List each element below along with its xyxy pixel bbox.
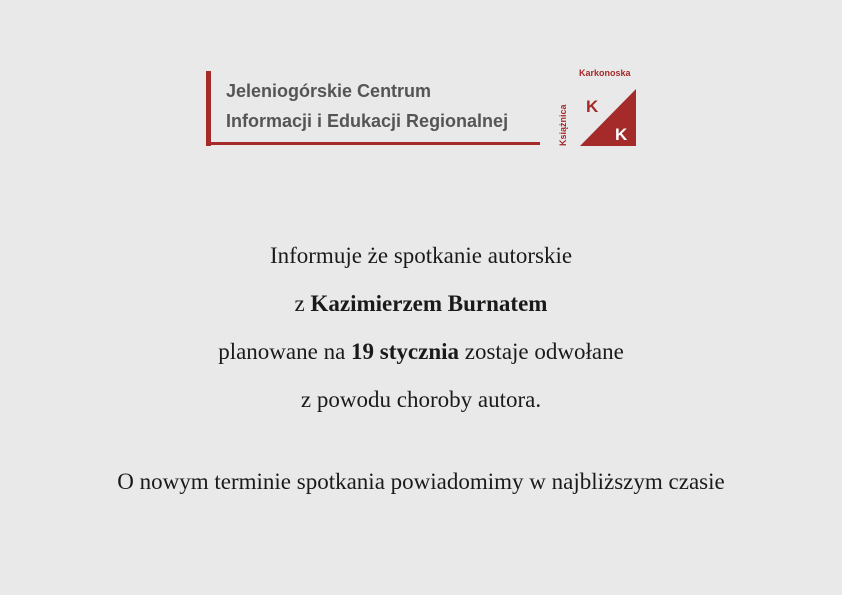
library-logo	[556, 64, 642, 150]
org-name-line-2: Informacji i Edukacji Regionalnej	[226, 111, 509, 131]
message-line-2	[0, 280, 842, 328]
message-line-4: z powodu choroby autora.	[300, 387, 542, 412]
logo-side-text: Książnica	[558, 104, 568, 146]
message-line-1: Informuje że spotkanie autorskie	[269, 243, 573, 268]
message-line-3-prefix: planowane na	[218, 339, 352, 364]
author-name: Kazimierzem Burnatem	[310, 291, 548, 316]
announcement-message	[0, 232, 842, 424]
message-line-2-prefix: z	[294, 291, 311, 316]
event-date: 19 stycznia	[351, 339, 460, 364]
closing-note: O nowym terminie spotkania powiadomimy w najbliższym czasie	[117, 469, 725, 494]
org-name-line-1: Jeleniogórskie Centrum	[226, 81, 432, 101]
header	[0, 0, 842, 160]
message-line-3	[0, 328, 842, 376]
header-accent-bar	[206, 71, 211, 146]
header-accent-underline	[206, 142, 540, 145]
logo-letter-2: K	[615, 125, 628, 144]
logo-top-text: Karkonoska	[579, 68, 631, 78]
logo-letter-1: K	[586, 97, 599, 116]
message-line-3-suffix: zostaje odwołane	[459, 339, 624, 364]
